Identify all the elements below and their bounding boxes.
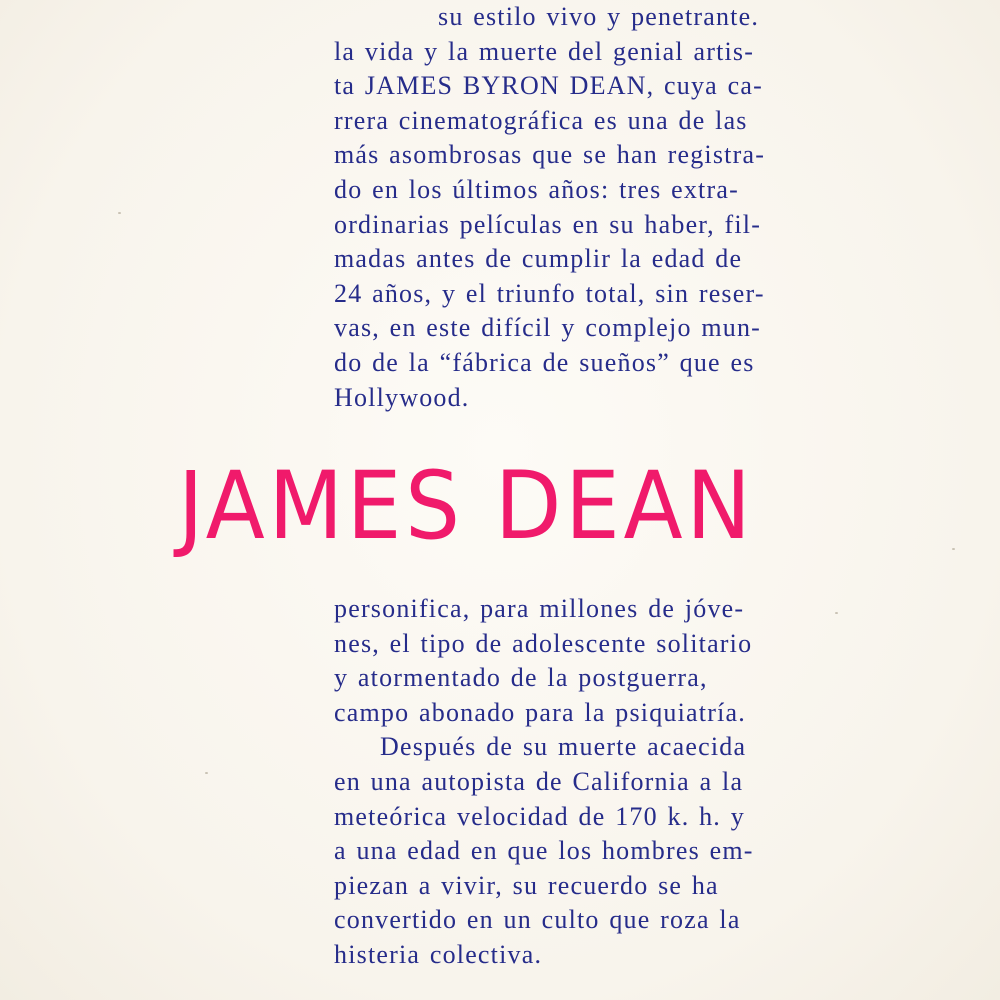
text-line: madas antes de cumplir la edad de: [334, 244, 743, 274]
text-line: do en los últimos años: tres extra-: [334, 174, 739, 204]
text-line: ordinarias películas en su haber, fil-: [334, 209, 762, 239]
text-line: Después de su muerte acaecida: [380, 732, 747, 762]
text-line: en una autopista de California a la: [334, 766, 744, 796]
text-line: 24 años, y el triunfo total, sin reser-: [334, 278, 765, 308]
paper-speck: [952, 548, 955, 550]
text-line: a una edad en que los hombres em-: [334, 836, 754, 866]
paper-speck: [118, 212, 121, 214]
text-line: convertido en un culto que roza la: [334, 905, 741, 935]
text-line: personifica, para millones de jóve-: [334, 594, 745, 623]
text-line: nes, el tipo de adolescente solitario: [334, 628, 753, 658]
text-line: campo abonado para la psiquiatría.: [334, 697, 746, 727]
paper-speck: [835, 612, 838, 614]
text-line: ta JAMES BYRON DEAN, cuya ca-: [334, 71, 763, 101]
text-line: meteórica velocidad de 170 k. h. y: [334, 801, 745, 831]
text-line: do de la “fábrica de sueños” que es: [334, 347, 755, 377]
intro-paragraph: [334, 0, 765, 415]
text-line: histeria colectiva.: [334, 939, 543, 969]
headline-title: JAMES DEAN: [178, 452, 755, 561]
paper-speck: [205, 772, 208, 774]
text-line: piezan a vivir, su recuerdo se ha: [334, 870, 719, 900]
text-line: la vida y la muerte del genial artis-: [334, 36, 755, 66]
text-line: vas, en este difícil y complejo mun-: [334, 313, 762, 343]
text-line: su estilo vivo y penetrante.: [438, 2, 760, 31]
text-line: rrera cinematográfica es una de las: [334, 105, 748, 135]
body-paragraphs: [334, 592, 754, 973]
text-line: Hollywood.: [334, 382, 470, 412]
text-line: y atormentado de la postguerra,: [334, 663, 708, 693]
text-line: más asombrosas que se han registra-: [334, 140, 766, 170]
